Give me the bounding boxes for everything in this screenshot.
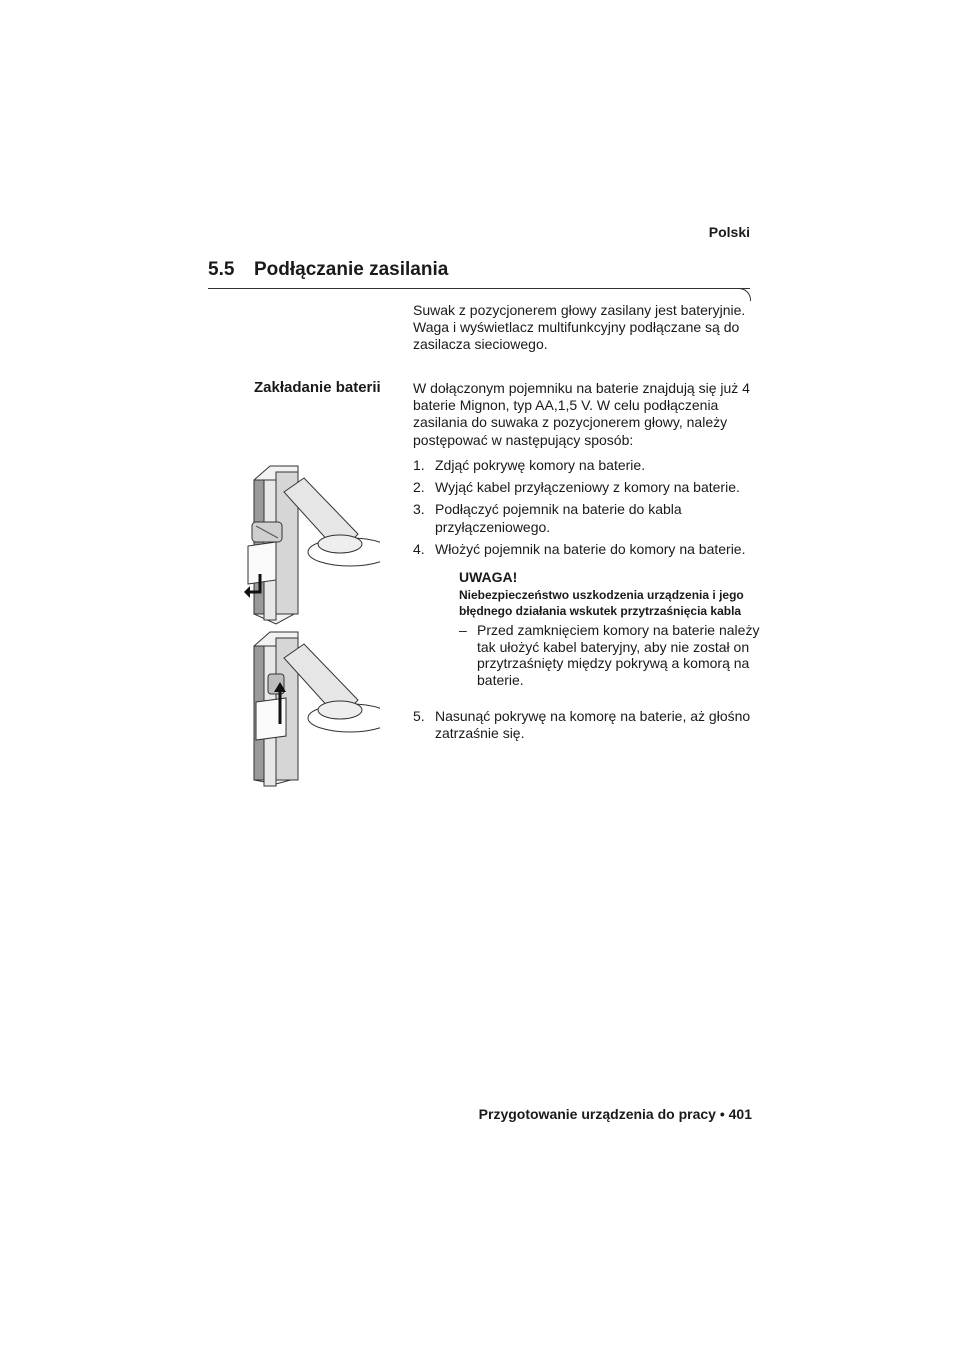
step-number: 3. bbox=[413, 501, 425, 518]
illustration-top-view bbox=[244, 466, 380, 624]
section-title-text: Podłączanie zasilania bbox=[254, 259, 449, 280]
section-rule bbox=[208, 288, 750, 289]
step-number: 5. bbox=[413, 708, 425, 724]
step-number: 1. bbox=[413, 457, 425, 473]
warning-item-text: Przed zamknięciem komory na baterie należy tak ułożyć kabel bateryjny, aby nie został on przytrzaśnięty między pokrywą a komorą na baterie. bbox=[477, 622, 760, 688]
language-label: Polski bbox=[708, 224, 750, 240]
step-text: Nasunąć pokrywę na komorę na baterie, aż głośno zatrzaśnie się. bbox=[435, 708, 751, 742]
section-title bbox=[208, 259, 448, 281]
step-5 bbox=[413, 708, 758, 742]
steps-list bbox=[413, 457, 758, 563]
step-text: Włożyć pojemnik na baterie do komory na baterie. bbox=[435, 540, 746, 557]
section-rule-corner bbox=[736, 288, 751, 301]
list-item bbox=[413, 541, 758, 558]
step-text: Podłączyć pojemnik na baterie do kabla przyłączeniowego. bbox=[435, 501, 682, 535]
warning-item bbox=[413, 622, 767, 688]
step-text: Zdjąć pokrywę komory na baterie. bbox=[435, 457, 646, 473]
step-number: 4. bbox=[413, 540, 425, 557]
list-item bbox=[413, 479, 758, 496]
warning-title: UWAGA! bbox=[459, 569, 518, 585]
battery-heading: Zakładanie baterii bbox=[254, 379, 381, 396]
list-item bbox=[413, 501, 758, 535]
page-footer: Przygotowanie urządzenia do pracy • 401 bbox=[478, 1106, 752, 1122]
intro-paragraph: Suwak z pozycjonerem głowy zasilany jest bateryjnie. Waga i wyświetlacz multifunkcyjny podłączane są do zasilacza sieciowego. bbox=[413, 302, 746, 353]
step-text: Wyjąć kabel przyłączeniowy z komory na baterie. bbox=[435, 479, 740, 496]
dash-bullet: – bbox=[459, 622, 467, 638]
step-number: 2. bbox=[413, 479, 425, 496]
list-item bbox=[413, 708, 758, 742]
warning-text: Niebezpieczeństwo uszkodzenia urządzenia i jego błędnego działania wskutek przytrzaśnięcia kabla bbox=[459, 588, 744, 618]
list-item bbox=[413, 457, 758, 474]
warning-box bbox=[459, 569, 759, 688]
illustration-bottom-view bbox=[254, 632, 380, 786]
battery-paragraph: W dołączonym pojemniku na baterie znajdują się już 4 baterie Mignon, typ AA,1,5 V. W celu podłączenia zasilania do suwaka z pozycjonerem głowy, należy postępować w następujący sposób: bbox=[413, 380, 750, 448]
battery-illustration bbox=[240, 462, 380, 787]
section-number: 5.5 bbox=[208, 259, 235, 280]
